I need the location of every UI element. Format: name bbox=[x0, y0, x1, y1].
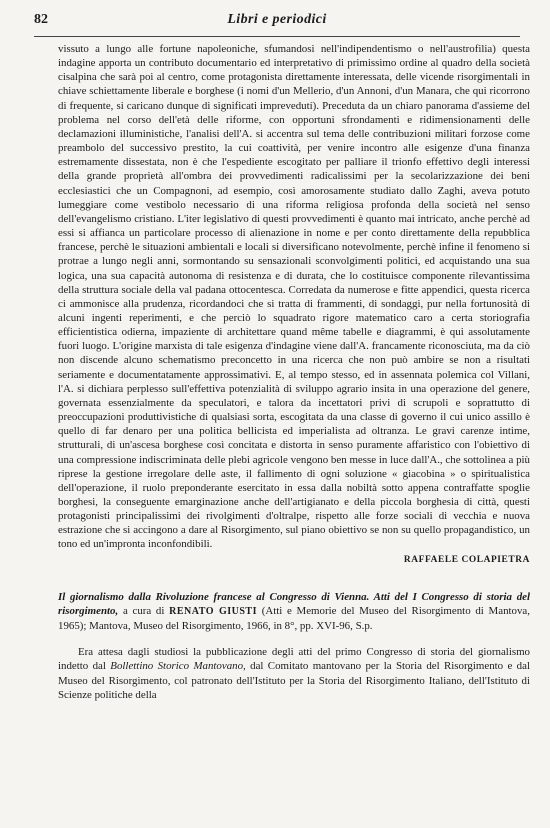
review-heading bbox=[58, 590, 530, 634]
paragraph-italic-title: Bollettino Storico Mantovano, bbox=[110, 660, 246, 673]
running-title: Libri e periodici bbox=[227, 12, 327, 27]
book-title: Il giornalismo dalla Rivoluzione francese al Congresso di Vienna. Atti del I Congresso di storia del risorgimento, bbox=[58, 590, 530, 617]
paragraph-text-start: Era attesa dagli studiosi la pubblicazione degli atti del primo Congresso di storia del giornalismo indetto dal bbox=[58, 646, 530, 673]
editor-name: RENATO GIUSTI bbox=[169, 605, 257, 617]
publication-info: (Atti e Memorie del Museo del Risorgimento di Mantova, 1965); Mantova, Museo del Risorgimento, 1966, in 8°, pp. XVI-96, S.p. bbox=[58, 604, 530, 633]
header-rule bbox=[34, 36, 520, 37]
reviewer-signature: RAFFAELE COLAPIETRA bbox=[403, 554, 530, 565]
page-header bbox=[34, 12, 520, 34]
paragraph-text-end: dal Comitato mantovano per la Storia del Risorgimento e dal Museo del Risorgimento, col patronato dell'Istituto per la Storia del Risorgimento Italiano, dell'Istituto di Scienze politiche della bbox=[58, 660, 530, 701]
review-paragraph bbox=[58, 645, 530, 702]
editor-intro: a cura di bbox=[122, 604, 165, 617]
page-number: 82 bbox=[34, 12, 48, 27]
page-body bbox=[58, 42, 530, 702]
review-body-paragraph: vissuto a lungo alle fortune napoleoniche, sfumandosi nell'indipendentismo o nell'austrofilia) questa indagine apporta un contributo documentario ed interpretativo di primissimo ordine al quadro della società cisalpina che sarà poi al centro, come protagonista direttamente interessata, delle vicende risorgimentali in chiave schiettamente liberale e borghese (i nomi d'un Mellerio, d'un Annoni, d'un Manara, che qui ricorrono di frequente, si caricano dunque di significati imprevedutí). Preceduta da un chiaro panorama d'assieme del problema nel corso dell'età delle riforme, con opportuni sfrondamenti e ridimensionamenti delle declamazioni illuministiche, l'analisi dell'A. si accentra sul tema delle contribuzioni militari forzose come preambolo del successivo prestito, la cui coattività, per venire incontro alle esigenze d'una finanza estremamente dissestata, non è che l'espediente escogitato per palliare il trionfo effettivo degli interessi della grande proprietà all'ombra dei provvedimenti radicalissimi per la secolarizzazione dei beni ecclesiastici che un Compagnoni, ad esempio, così amorosamente studiato dallo Zaghi, aveva potuto lumeggiare come vestibolo necessario di una riforma religiosa profonda della società nel senso dell'evangelismo cristiano. L'iter legislativo di questi provvedimenti è quanto mai intricato, anche perchè ad essi si affianca un particolare processo di alienazione in nome e per conto direttamente della repubblica francese, perchè le situazioni ambientali e locali si diversificano notevolmente, perchè infine il fenomeno si protrae a lungo negli anni, sormontando su sensazionali sconvolgimenti politici, ed acquistando una sua logica, una sua capacità autonoma di resistenza e di durata, che lo costituisce componente rilevantissima della struttura sociale della val padana ottocentesca. Corredata da numerose e fitte appendici, questa ricerca ci ammonisce alla prudenza, ricordandoci che si tratta di frammenti, di sondaggi, pur nella fortunosità di alcuni ingenti reperimenti, e che perciò lo squadrato rigore matematico caro a certa storiografia efficientistica odierna, impaziente di architettare quand même tabelle e diagrammi, è qui assolutamente fuori luogo. L'origine marxista di tale esigenza d'indagine viene dall'A. francamente riconosciuta, ma da ciò non discende alcuno schematismo preconcetto in una ricerca che non può ambire se non a risultati seriamente e documentatamente approssimativi. E, al tempo stesso, ed in assennata polemica col Villani, l'A. si dichiara perplesso sull'effettiva potenzialità di sviluppo agrario insita in una operazione del genere, governata essenzialmente da speculatori, e talora da incettatori privi di scrupoli e soprattutto di preoccupazioni produttivistiche di qualsiasi sorta, escogitata da una classe di governo il cui unico assillo è quello di far denaro per una politica bellicista ed imperialista ad oltranza. Le gravi carenze intime, strutturali, di un'ascesa borghese così concitata e distorta in senso puramente affaristico con l'obiettivo di una compressione indiscriminata delle plebi agricole vengono ben messe in luce dall'A., che sottolinea a più riprese la gestione irregolare delle aste, il fallimento di ogni soluzione « giacobina » o spiritualistica dell'operazione, il ruolo preponderante esercitato in essa dalla nobiltà sotto appena contraffatte spoglie borghesi, la conseguente emarginazione anche dell'artigianato e della piccola borghesia di città, questi protagonisti principalissimi dei rivolgimenti d'oltralpe, rispetto alle forze sociali di vecchia e nuova estrazione che si accingono a dare al Risorgimento, sul piano obiettivo se non su quello propagandistico, un tono ed un'impronta inconfondibili. bbox=[58, 43, 530, 551]
